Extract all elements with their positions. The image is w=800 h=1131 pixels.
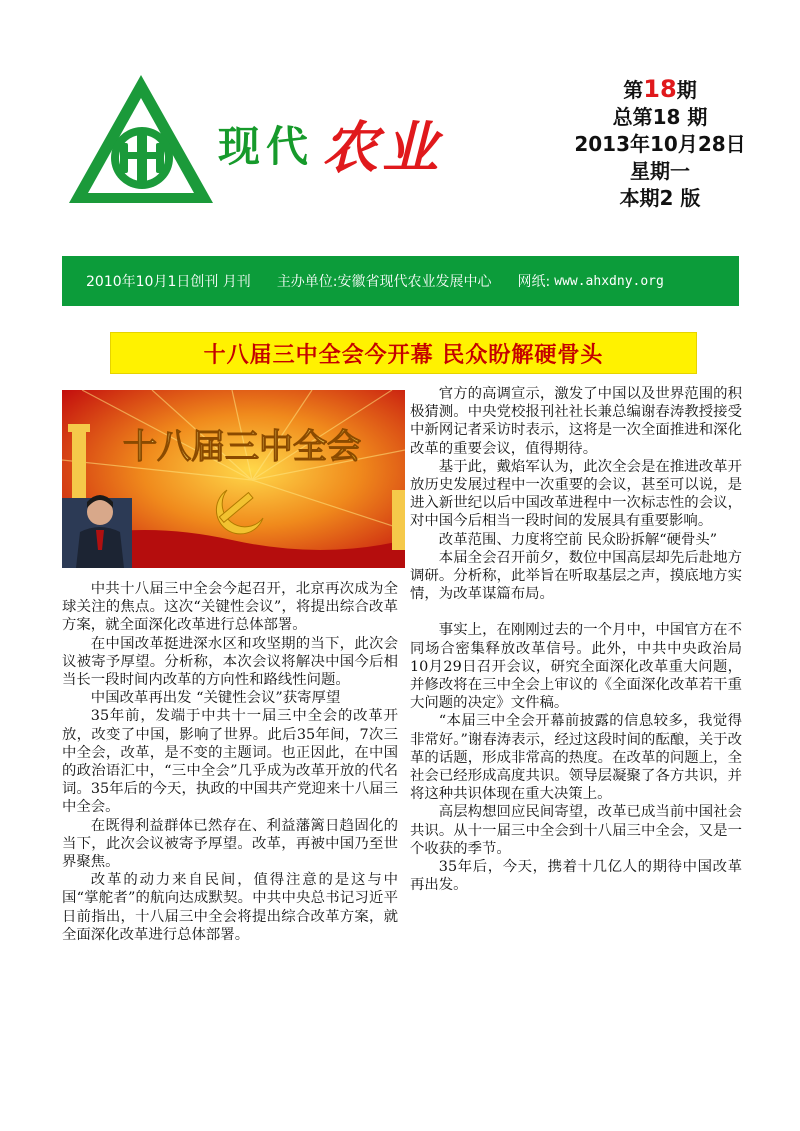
issue-number: 18 <box>643 75 677 103</box>
page-count: 本期2 版 <box>619 186 701 210</box>
info-bar <box>62 256 739 306</box>
masthead-title <box>218 104 442 184</box>
paragraph: 35年前，发端于中共十一届三中全会的改革开放，改变了中国，影响了世界。此后35年间，7次三中全会，改革，是不变的主题词。也正因此，在中国的政治语汇中，“三中全会”几乎成为改革开放的代名词。35年后的今天，执政的中国共产党迎来十八届三中全会。 <box>62 708 398 816</box>
sponsor-text: 主办单位:安徽省现代农业发展中心 <box>276 274 492 290</box>
title-part-2: 农业 <box>322 116 443 181</box>
site-url[interactable]: www.ahxdny.org <box>554 273 664 289</box>
paragraph: 本届全会召开前夕，数位中国高层却先后赴地方调研。分析称，此举旨在听取基层之声，摸底地方实情，为改革谋篇布局。 <box>410 549 742 603</box>
headline: 十八届三中全会今开幕 民众盼解硬骨头 <box>110 332 697 374</box>
paragraph: 官方的高调宣示，激发了中国以及世界范围的积极猜测。中央党校报刊社社长兼总编谢春涛教授接受中新网记者采访时表示，这将是一次全面推进和深化改革的重要会议，值得期待。 <box>410 386 742 457</box>
paragraph: 中共十八届三中全会今起召开，北京再次成为全球关注的焦点。这次“关键性会议”，将提出综合改革方案，就全面深化改革进行总体部署。 <box>62 581 398 634</box>
issue-number-line: 第18期 <box>623 75 697 103</box>
paragraph: 35年后，今天，携着十几亿人的期待中国改革再出发。 <box>410 859 742 894</box>
paragraph: 高层构想回应民间寄望，改革已成当前中国社会共识。从十一届三中全会到十八届三中全会，又是一个收获的季节。 <box>410 804 742 857</box>
subheading: 中国改革再出发 “关键性会议”获寄厚望 <box>90 690 341 707</box>
issue-info <box>560 76 760 212</box>
paragraph: 在既得利益群体已然存在、利益藩篱日趋固化的当下，此次会议被寄予厚望。改革，再被中国乃至世界聚焦。 <box>62 817 398 871</box>
title-part-1: 现代 <box>218 122 315 171</box>
news-photo <box>62 390 405 568</box>
paragraph: 改革的动力来自民间，值得注意的是这与中国“掌舵者”的航向达成默契。中共中央总书记习近平日前指出，十八届三中全会将提出综合改革方案，就全面深化改革进行总体部署。 <box>62 872 398 943</box>
article-right-column <box>410 385 742 894</box>
total-issue: 总第18 期 <box>612 105 708 129</box>
logo-icon <box>66 72 216 206</box>
founded-text: 2010年10月1日创刊 月刊 <box>86 274 251 290</box>
photo-banner-text: 十八届三中全会 <box>123 427 361 467</box>
paragraph: 基于此，戴焰军认为，此次全会是在推进改革开放历史发展过程中一次重要的会议，甚至可以说，是进入新世纪以后中国改革进程中一次标志性的会议，对中国今后相当一段时间的发展具有重要影响。 <box>410 458 742 530</box>
weekday: 星期一 <box>630 159 690 183</box>
article-left-column <box>62 580 398 944</box>
paragraph: 在中国改革挺进深水区和攻坚期的当下，此次会议被寄予厚望。分析称，本次会议将解决中国今后相当长一段时间内改革的方向性和路线性问题。 <box>62 635 398 689</box>
issue-date: 2013年10月28日 <box>574 132 746 156</box>
paragraph: “本届三中全会开幕前披露的信息较多，我觉得非常好。”谢春涛表示，经过这段时间的酝酿，关于改革的话题，形成非常高的热度。在改革的问题上，全社会已经形成高度共识。领导层凝聚了各方共识，并将这种共识体现在重大决策上。 <box>410 713 742 803</box>
site-label: 网纸: <box>517 274 551 290</box>
paragraph: 事实上，在刚刚过去的一个月中，中国官方在不同场合密集释放改革信号。此外，中共中央政治局10月29日召开会议，研究全面深化改革重大问题，并修改将在三中全会上审议的《全面深化改革若干重大问题的决定》文件稿。 <box>410 622 742 712</box>
subheading: 改革范围、力度将空前 民众盼拆解“硬骨头” <box>438 531 718 548</box>
